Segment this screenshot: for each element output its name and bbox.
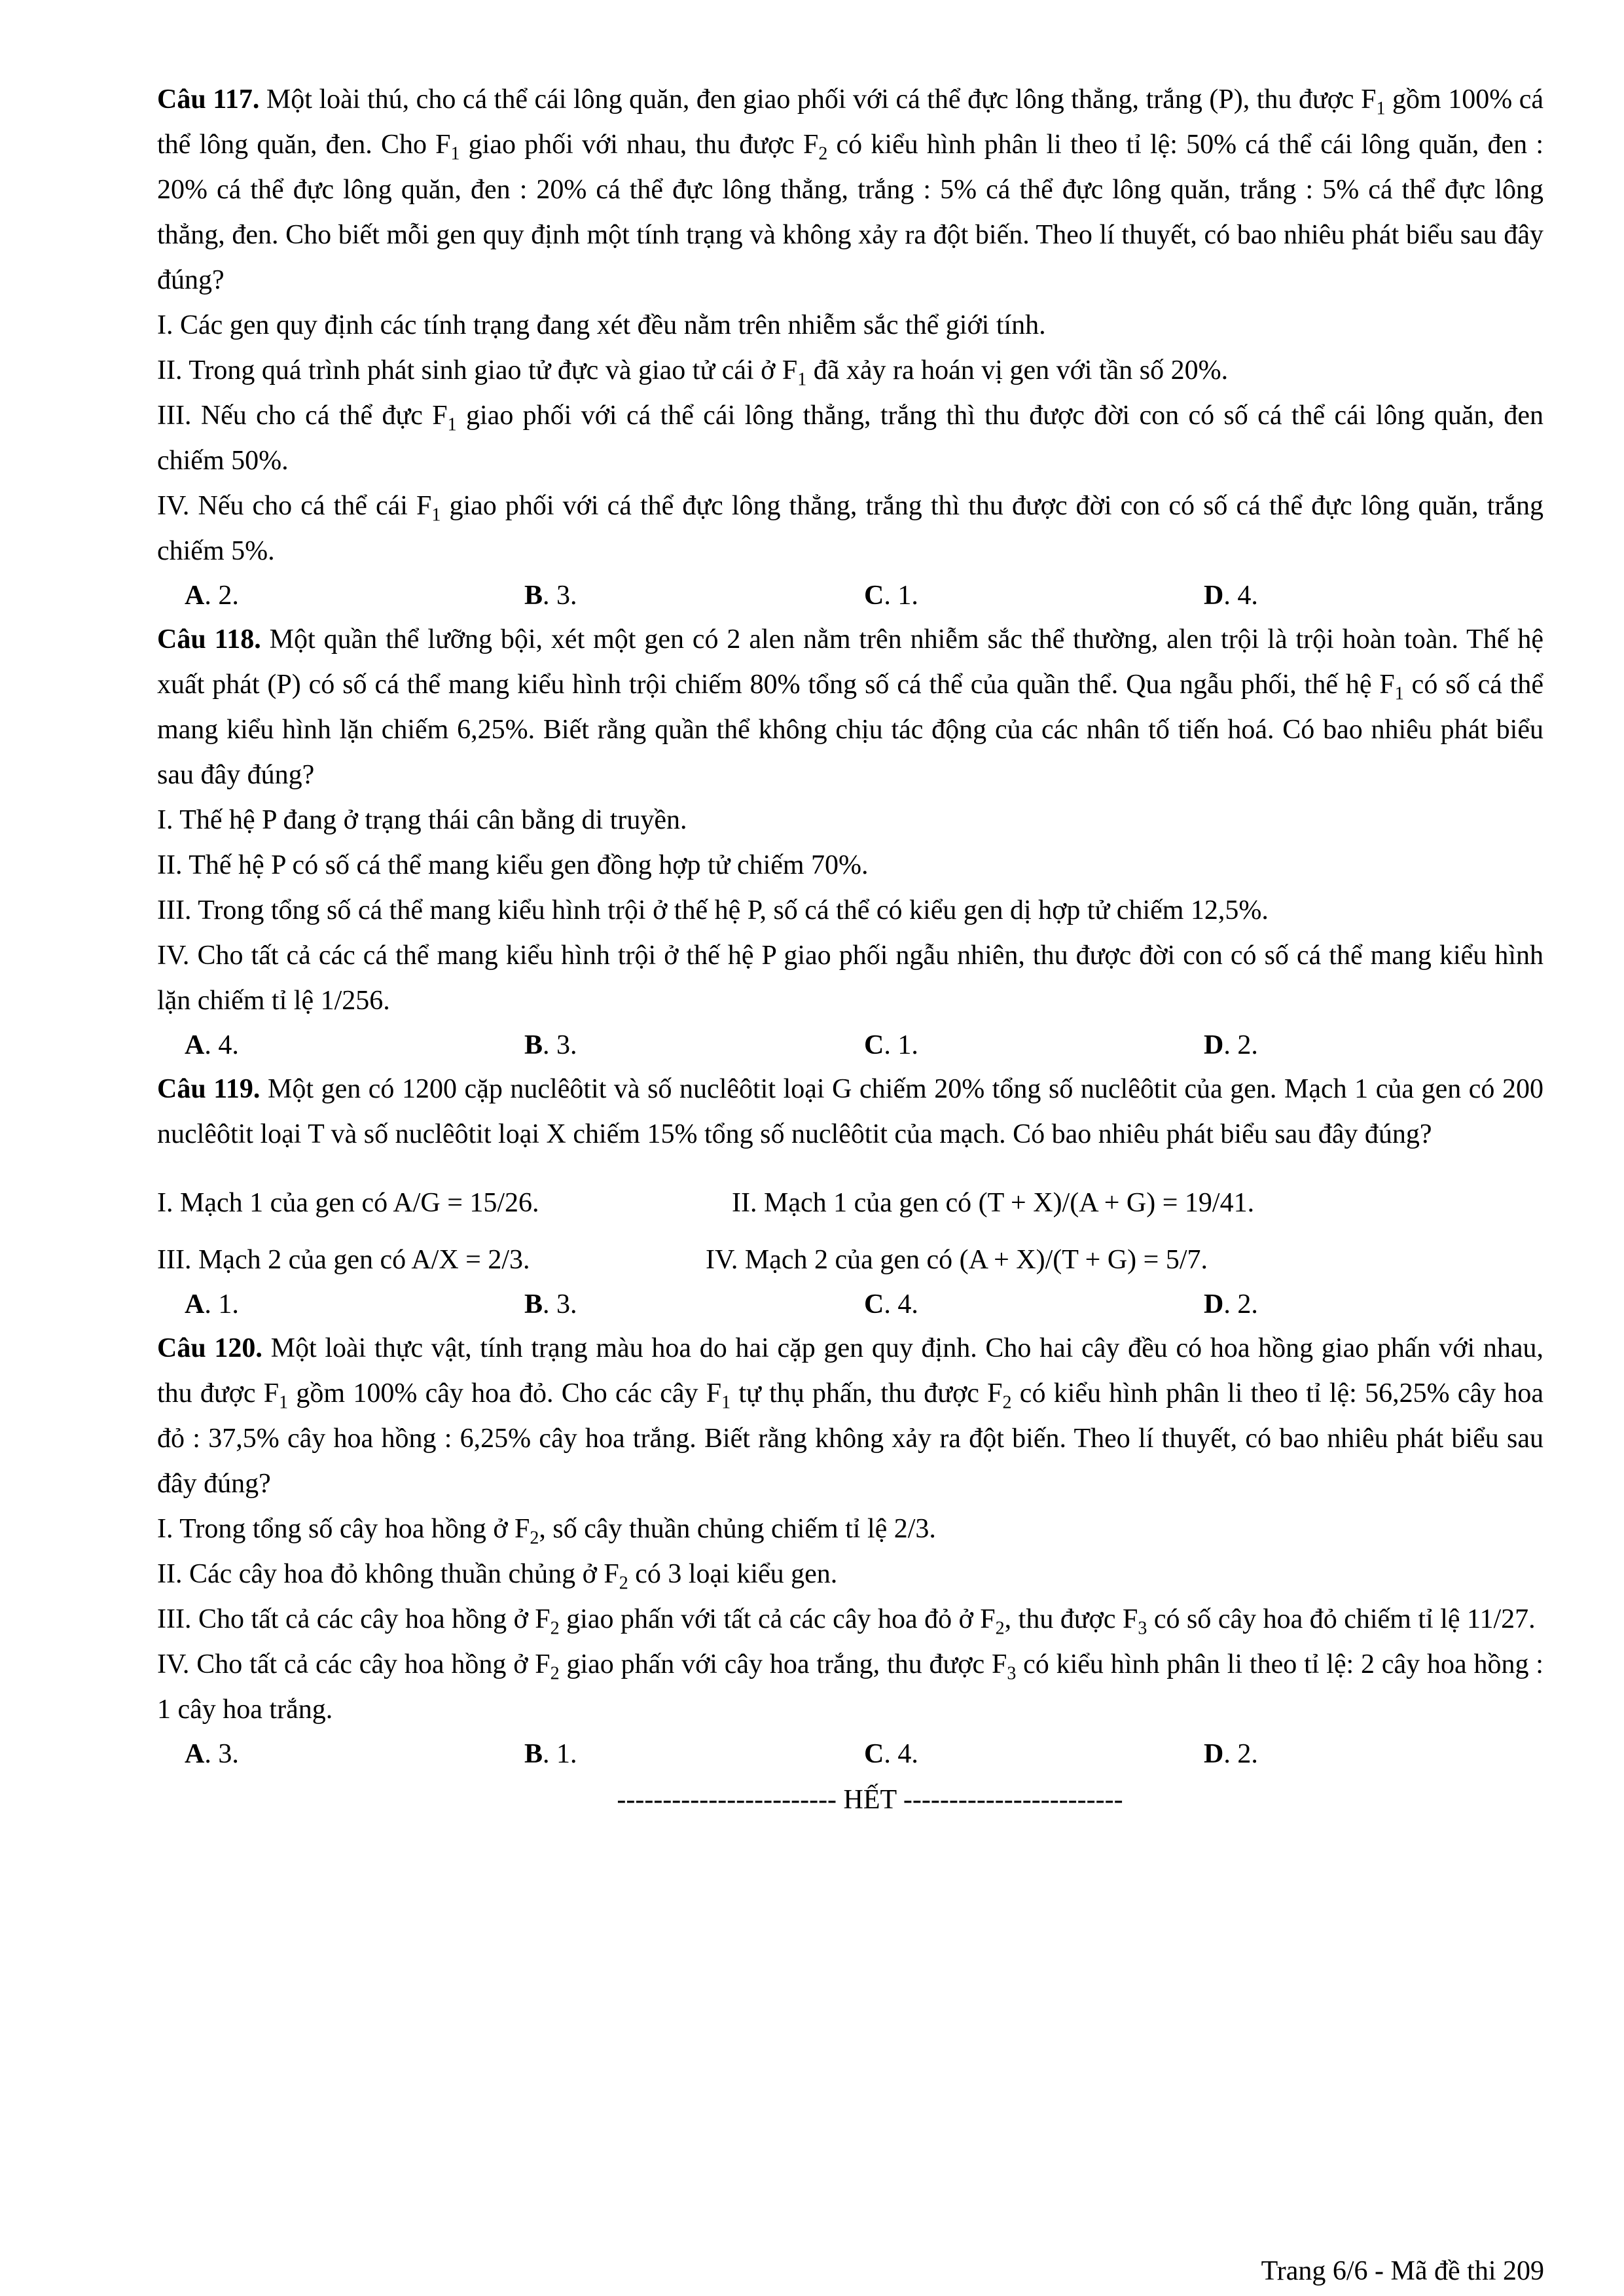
statement-117-3: III. Nếu cho cá thể đực $F_1$ giao phối với cá thể cái lông thẳng, trắng thì thu được đời con có số cá thể cái lông quăn, đen chiếm 50%.: [157, 401, 1544, 476]
subscript: 3: [1138, 1618, 1147, 1639]
answer-option: D. 2.: [1204, 1739, 1258, 1769]
statement-120-2: II. Các cây hoa đỏ không thuần chủng ở $F_2$ có 3 loại kiểu gen.: [157, 1559, 838, 1594]
subscript: 2: [550, 1618, 560, 1639]
answer-options-118: [157, 1024, 1543, 1067]
statement-117-1: I. Các gen quy định các tính trạng đang xét đều nằm trên nhiễm sắc thể giới tính.: [157, 310, 1046, 340]
answer-option: A. 3.: [185, 1739, 239, 1769]
question-120-stem: [157, 1326, 1543, 1507]
question-117-stem: [157, 77, 1543, 303]
subscript: 2: [550, 1663, 560, 1684]
question-118-label: Câu 118.: [157, 624, 261, 655]
statement-120-3: III. Cho tất cả các cây hoa hồng ở $F_2$ giao phấn với tất cả các cây hoa đỏ ở $F_2$, thu được $F_3$ có số cây hoa đỏ chiếm tỉ lệ 11/27.: [157, 1604, 1536, 1639]
answer-option: C. 4.: [864, 1739, 918, 1769]
answer-option: B. 3.: [524, 1289, 577, 1319]
answer-option: A. 4.: [185, 1030, 239, 1060]
subscript: 2: [995, 1618, 1005, 1639]
subscript: 1: [279, 1392, 289, 1413]
statements-row-119-b: [157, 1238, 1543, 1283]
subscript: 2: [1002, 1392, 1012, 1413]
question-118-stem-text: Một quần thể lưỡng bội, xét một gen có 2 alen nằm trên nhiễm sắc thể thường, alen trội là trội hoàn toàn. Thế hệ xuất phát (P) có số cá thể mang kiểu hình trội chiếm 80% tổng số cá thể của quần thể. Qua ngẫu phối, thế hệ $F_1$ có số cá thể mang kiểu hình lặn chiếm 6,25%. Biết rằng quần thể không chịu tác động của các nhân tố tiến hoá. Có bao nhiêu phát biểu sau đây đúng?: [157, 624, 1544, 790]
statement-119-2: II. Mạch 1 của gen có (T + X)/(A + G) = 19/41.: [732, 1188, 1255, 1218]
subscript: 1: [721, 1392, 731, 1413]
answer-option: A. 2.: [185, 581, 239, 611]
page-footer: Trang 6/6 - Mã đề thi 209: [1261, 2256, 1544, 2286]
question-119-stem-text: Một gen có 1200 cặp nuclêôtit và số nuclêôtit loại G chiếm 20% tổng số nuclêôtit của gen. Mạch 1 của gen có 200 nuclêôtit loại T và số nuclêôtit loại X chiếm 15% tổng số nuclêôtit của mạch. Có bao nhiêu phát biểu sau đây đúng?: [157, 1074, 1543, 1149]
exam-page-content: [157, 77, 1543, 1821]
statement-118-2: II. Thế hệ P có số cá thể mang kiểu gen đồng hợp tử chiếm 70%.: [157, 850, 869, 880]
subscript: 1: [1394, 683, 1404, 704]
statement-117-2: II. Trong quá trình phát sinh giao tử đực và giao tử cái ở $F_1$ đã xảy ra hoán vị gen với tần số 20%.: [157, 355, 1229, 390]
question-118: [157, 617, 1543, 1067]
statements-row-119-a: [157, 1181, 1543, 1226]
answer-options-120: [157, 1732, 1543, 1776]
subscript: 2: [530, 1528, 539, 1549]
subscript: 1: [447, 414, 457, 435]
subscript: 2: [619, 1573, 628, 1594]
answer-option: B. 1.: [524, 1739, 577, 1769]
statement-118-1: I. Thế hệ P đang ở trạng thái cân bằng di truyền.: [157, 805, 687, 835]
subscript: 3: [1007, 1663, 1017, 1684]
answer-option: C. 1.: [864, 1030, 918, 1060]
question-117: [157, 77, 1543, 617]
answer-option: C. 4.: [864, 1289, 918, 1319]
answer-option: A. 1.: [185, 1289, 239, 1319]
answer-option: B. 3.: [524, 1030, 577, 1060]
statement-119-4: IV. Mạch 2 của gen có (A + X)/(T + G) = 5/7.: [706, 1245, 1208, 1275]
question-117-label: Câu 117.: [157, 84, 260, 115]
statement-119-1: I. Mạch 1 của gen có A/G = 15/26.: [157, 1188, 539, 1218]
question-118-stem: [157, 617, 1543, 798]
answer-option: D. 2.: [1204, 1289, 1258, 1319]
question-120-label: Câu 120.: [157, 1333, 262, 1363]
question-120: [157, 1326, 1543, 1776]
subscript: 2: [818, 143, 828, 164]
answer-option: D. 4.: [1204, 581, 1258, 611]
statement-118-4: IV. Cho tất cả các cá thể mang kiểu hình trội ở thế hệ P giao phối ngẫu nhiên, thu được đời con có số cá thể mang kiểu hình lặn chiếm tỉ lệ 1/256.: [157, 941, 1543, 1016]
answer-options-119: [157, 1283, 1543, 1326]
subscript: 1: [431, 505, 441, 526]
end-marker: ------------------------ HẾT ------------------------: [617, 1785, 1123, 1815]
subscript: 1: [1376, 98, 1386, 119]
answer-option: B. 3.: [524, 581, 577, 611]
statement-119-3: III. Mạch 2 của gen có A/X = 2/3.: [157, 1245, 530, 1275]
question-119-stem: [157, 1067, 1543, 1157]
statement-117-4: IV. Nếu cho cá thể cái $F_1$ giao phối với cá thể đực lông thẳng, trắng thì thu được đời con có số cá thể đực lông quăn, trắng chiếm 5%.: [157, 491, 1544, 566]
question-119-label: Câu 119.: [157, 1074, 261, 1104]
subscript: 1: [797, 369, 807, 390]
answer-option: D. 2.: [1204, 1030, 1258, 1060]
statement-120-1: I. Trong tổng số cây hoa hồng ở $F_2$, số cây thuần chủng chiếm tỉ lệ 2/3.: [157, 1514, 936, 1549]
statement-118-3: III. Trong tổng số cá thể mang kiểu hình trội ở thế hệ P, số cá thể có kiểu gen dị hợp tử chiếm 12,5%.: [157, 895, 1269, 925]
question-119: [157, 1067, 1543, 1326]
subscript: 1: [450, 143, 460, 164]
statement-120-4: IV. Cho tất cả các cây hoa hồng ở $F_2$ giao phấn với cây hoa trắng, thu được $F_3$ có kiểu hình phân li theo tỉ lệ: 2 cây hoa hồng : 1 cây hoa trắng.: [157, 1649, 1543, 1725]
question-117-stem-text: Một loài thú, cho cá thể cái lông quăn, đen giao phối với cá thể đực lông thẳng, trắng (P), thu được $F_1$ gồm 100% cá thể lông quăn, đen. Cho $F_1$ giao phối với nhau, thu được $F_2$ có kiểu hình phân li theo tỉ lệ: 50% cá thể cái lông quăn, đen : 20% cá thể đực lông quăn, đen : 20% cá thể đực lông thẳng, trắng : 5% cá thể đực lông quăn, trắng : 5% cá thể đực lông thẳng, đen. Cho biết mỗi gen quy định một tính trạng và không xảy ra đột biến. Theo lí thuyết, có bao nhiêu phát biểu sau đây đúng?: [157, 84, 1543, 295]
answer-options-117: [157, 574, 1543, 617]
answer-option: C. 1.: [864, 581, 918, 611]
question-120-stem-text: Một loài thực vật, tính trạng màu hoa do hai cặp gen quy định. Cho hai cây đều có hoa hồng giao phấn với nhau, thu được $F_1$ gồm 100% cây hoa đỏ. Cho các cây $F_1$ tự thụ phấn, thu được $F_2$ có kiểu hình phân li theo tỉ lệ: 56,25% cây hoa đỏ : 37,5% cây hoa hồng : 6,25% cây hoa trắng. Biết rằng không xảy ra đột biến. Theo lí thuyết, có bao nhiêu phát biểu sau đây đúng?: [157, 1333, 1543, 1499]
